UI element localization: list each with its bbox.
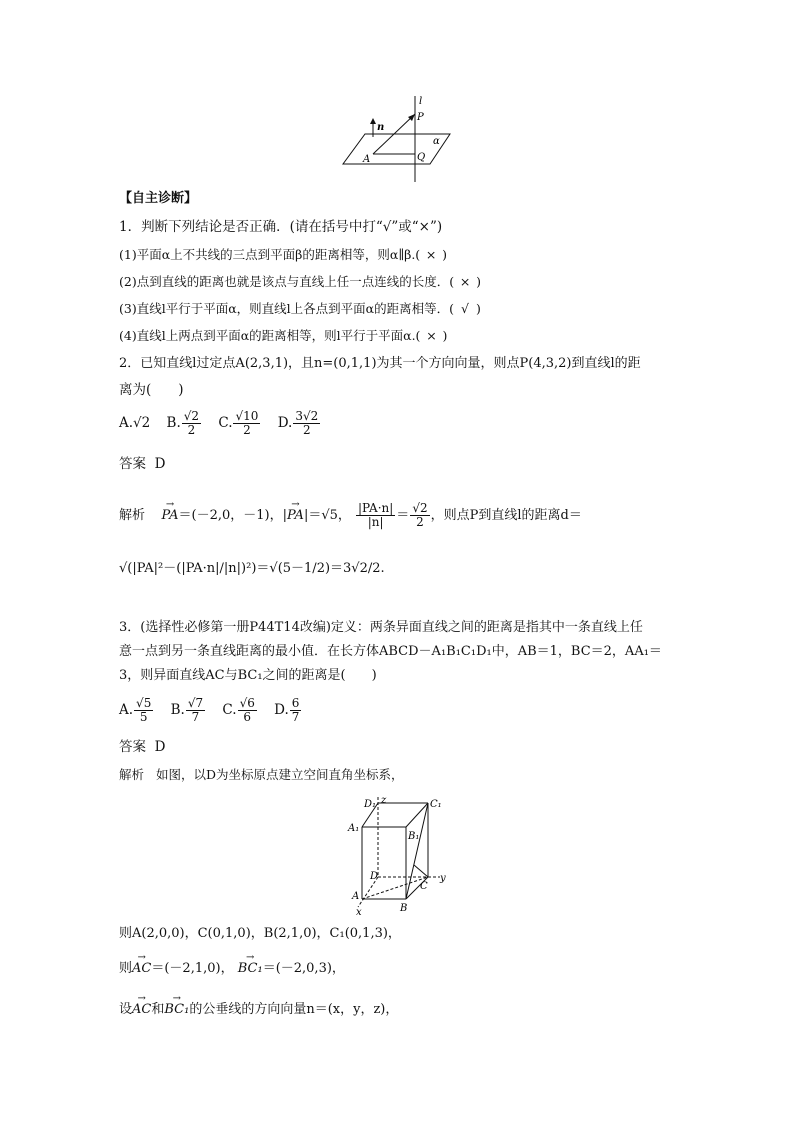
option-label: D. bbox=[277, 415, 293, 431]
numerator: |PA·n| bbox=[358, 501, 394, 515]
fraction bbox=[410, 502, 429, 529]
q1-item-mark: × bbox=[459, 274, 471, 289]
label-alpha: α bbox=[433, 136, 440, 147]
vector-BC1: → BC₁ bbox=[238, 960, 263, 978]
q1-item-close: ) bbox=[475, 301, 481, 316]
edge-B1C1 bbox=[406, 803, 428, 827]
denominator: 7 bbox=[291, 710, 300, 724]
arrowhead-n bbox=[370, 118, 376, 124]
denominator: 5 bbox=[139, 710, 148, 724]
q3-last-line bbox=[119, 1001, 398, 1019]
q2-analysis-line2: √(|PA|²－(|PA·n|/|n|)²)＝√(5－1/2)＝3√2/2. bbox=[119, 561, 385, 576]
q1-item-2 bbox=[119, 273, 481, 291]
label-y: y bbox=[440, 873, 446, 884]
q3-analysis-line1 bbox=[119, 766, 403, 784]
label-x: x bbox=[356, 907, 362, 915]
q1-item-close: ) bbox=[476, 274, 481, 289]
q1-stem: 1．判断下列结论是否正确．(请在括号中打“√”或“×”) bbox=[119, 219, 443, 235]
q2-option-c bbox=[218, 409, 261, 437]
cuboid-figure bbox=[344, 795, 450, 915]
option-label: A. bbox=[119, 702, 134, 718]
analysis-label: 解析 bbox=[119, 508, 146, 523]
numerator: √5 bbox=[136, 696, 152, 710]
q3-options bbox=[119, 693, 314, 727]
q3-vector-line bbox=[119, 960, 345, 978]
option-label: B. bbox=[166, 415, 181, 431]
label-D: D bbox=[370, 871, 379, 882]
numerator: √2 bbox=[183, 409, 200, 423]
analysis-text: ＝(－2,1,0)， bbox=[151, 961, 234, 976]
denominator: 6 bbox=[243, 710, 252, 724]
analysis-text: 则 bbox=[119, 961, 133, 976]
answer-label: 答案 bbox=[119, 739, 146, 755]
analysis-text: |＝√5， bbox=[303, 508, 351, 523]
numerator: 3√2 bbox=[295, 409, 319, 423]
label-C1: C₁ bbox=[430, 799, 442, 810]
label-l: l bbox=[419, 96, 423, 107]
label-D1: D₁ bbox=[364, 799, 377, 810]
q3-answer bbox=[119, 738, 165, 756]
denominator: 2 bbox=[416, 515, 424, 529]
numerator: 6 bbox=[291, 696, 300, 710]
q3-stem-line3: 3，则异面直线AC与BC₁之间的距离是( ) bbox=[119, 668, 377, 683]
denominator: 7 bbox=[191, 710, 200, 724]
q1-item-mark: × bbox=[426, 328, 437, 343]
q3-option-c bbox=[222, 696, 257, 724]
option-label: C. bbox=[218, 415, 233, 431]
numerator: √6 bbox=[239, 696, 255, 710]
vector-PA: → PA bbox=[162, 496, 179, 536]
numerator: √7 bbox=[187, 696, 204, 710]
option-label: C. bbox=[222, 702, 237, 718]
vector-AC: → AC bbox=[132, 1001, 151, 1019]
analysis-text: 和 bbox=[151, 1002, 165, 1017]
q2-stem-line1: 2．已知直线l过定点A(2,3,1)，且n=(0,1,1)为其一个方向向量，则点P(4,3,2)到直线l的距 bbox=[119, 356, 641, 371]
q1-item-text: (2)点到直线的距离也就是该点与直线上任一点连线的长度．( bbox=[119, 274, 455, 289]
denominator: 2 bbox=[187, 423, 196, 437]
label-A1: A₁ bbox=[348, 823, 360, 834]
fraction bbox=[290, 697, 302, 724]
fraction bbox=[356, 502, 395, 529]
numerator: √10 bbox=[235, 409, 259, 423]
q1-item-text: (3)直线l平行于平面α，则直线l上各点到平面α的距离相等．( bbox=[119, 301, 454, 316]
option-label: A. bbox=[119, 415, 134, 431]
fraction bbox=[238, 697, 257, 724]
analysis-text: ＝(－2,0，－1)，| bbox=[178, 508, 287, 523]
q3-coords-line: 则A(2,0,0)，C(0,1,0)，B(2,1,0)，C₁(0,1,3)， bbox=[119, 926, 401, 941]
q2-answer bbox=[119, 455, 165, 473]
q2-analysis-line1 bbox=[119, 496, 582, 536]
option-value: √2 bbox=[133, 415, 151, 431]
q3-option-d bbox=[274, 696, 302, 724]
q1-item-3 bbox=[119, 300, 481, 318]
q1-item-close: ) bbox=[442, 247, 448, 262]
answer-value: D bbox=[154, 456, 166, 472]
q2-option-b bbox=[166, 409, 203, 437]
fraction bbox=[233, 410, 260, 437]
label-B: B bbox=[400, 903, 408, 914]
q1-item-text: (1)平面α上不共线的三点到平面β的距离相等，则α∥β.( bbox=[119, 247, 421, 262]
q2-stem-line2: 离为( ) bbox=[119, 382, 184, 398]
answer-label: 答案 bbox=[119, 456, 146, 472]
q1-item-text: (4)直线l上两点到平面α的距离相等，则l平行于平面α.( bbox=[119, 328, 421, 343]
q3-stem-line2: 意一点到另一条直线距离的最小值．在长方体ABCD－A₁B₁C₁D₁中，AB＝1，BC＝2，AA₁＝ bbox=[119, 644, 662, 659]
fraction bbox=[186, 697, 205, 724]
q1-item-mark: × bbox=[425, 247, 437, 262]
fraction bbox=[182, 410, 201, 437]
fraction bbox=[293, 410, 320, 437]
fraction bbox=[134, 697, 153, 724]
denominator: 2 bbox=[243, 423, 251, 437]
q1-item-close: ) bbox=[442, 328, 448, 343]
numerator: √2 bbox=[412, 501, 428, 515]
vector-PA: → PA bbox=[287, 496, 304, 536]
q2-option-a bbox=[119, 415, 150, 431]
q1-item-1 bbox=[119, 246, 447, 264]
analysis-text: ＝(－2,0,3)， bbox=[262, 961, 345, 976]
analysis-text: 设 bbox=[119, 1002, 133, 1017]
q1-item-4 bbox=[119, 327, 447, 345]
answer-value: D bbox=[154, 739, 166, 755]
option-label: D. bbox=[274, 702, 289, 718]
vector-BC1: → BC₁ bbox=[164, 1001, 189, 1019]
label-Q: Q bbox=[417, 152, 426, 163]
vector-AC: → AC bbox=[132, 960, 151, 978]
q2-option-d bbox=[277, 409, 322, 437]
label-C: C bbox=[420, 881, 428, 892]
analysis-text: 的公垂线的方向向量n＝(x，y，z)， bbox=[189, 1002, 399, 1017]
label-A: A bbox=[363, 154, 371, 165]
q3-option-b bbox=[170, 696, 207, 724]
q3-option-a bbox=[119, 696, 154, 724]
denominator: |n| bbox=[367, 515, 384, 529]
q1-item-mark: √ bbox=[460, 301, 469, 316]
plane-distance-figure bbox=[335, 92, 455, 184]
label-P: P bbox=[417, 112, 424, 123]
section-title: 【自主诊断】 bbox=[119, 191, 198, 206]
denominator: 2 bbox=[302, 423, 311, 437]
q3-stem-line1: 3．(选择性必修第一册P44T14改编)定义：两条异面直线之间的距离是指其中一条直线上任 bbox=[119, 620, 643, 635]
analysis-label: 解析 bbox=[119, 767, 145, 782]
analysis-text: 如图，以D为坐标原点建立空间直角坐标系， bbox=[155, 767, 404, 782]
q2-options bbox=[119, 406, 333, 440]
analysis-text: ＝ bbox=[396, 508, 410, 523]
analysis-text: ，则点P到直线l的距离d＝ bbox=[430, 508, 582, 523]
label-z: z bbox=[381, 795, 387, 806]
label-A: A bbox=[352, 891, 360, 902]
label-B1: B₁ bbox=[408, 831, 420, 842]
label-n: n bbox=[377, 122, 385, 133]
perpendicular bbox=[414, 865, 428, 877]
option-label: B. bbox=[170, 702, 185, 718]
